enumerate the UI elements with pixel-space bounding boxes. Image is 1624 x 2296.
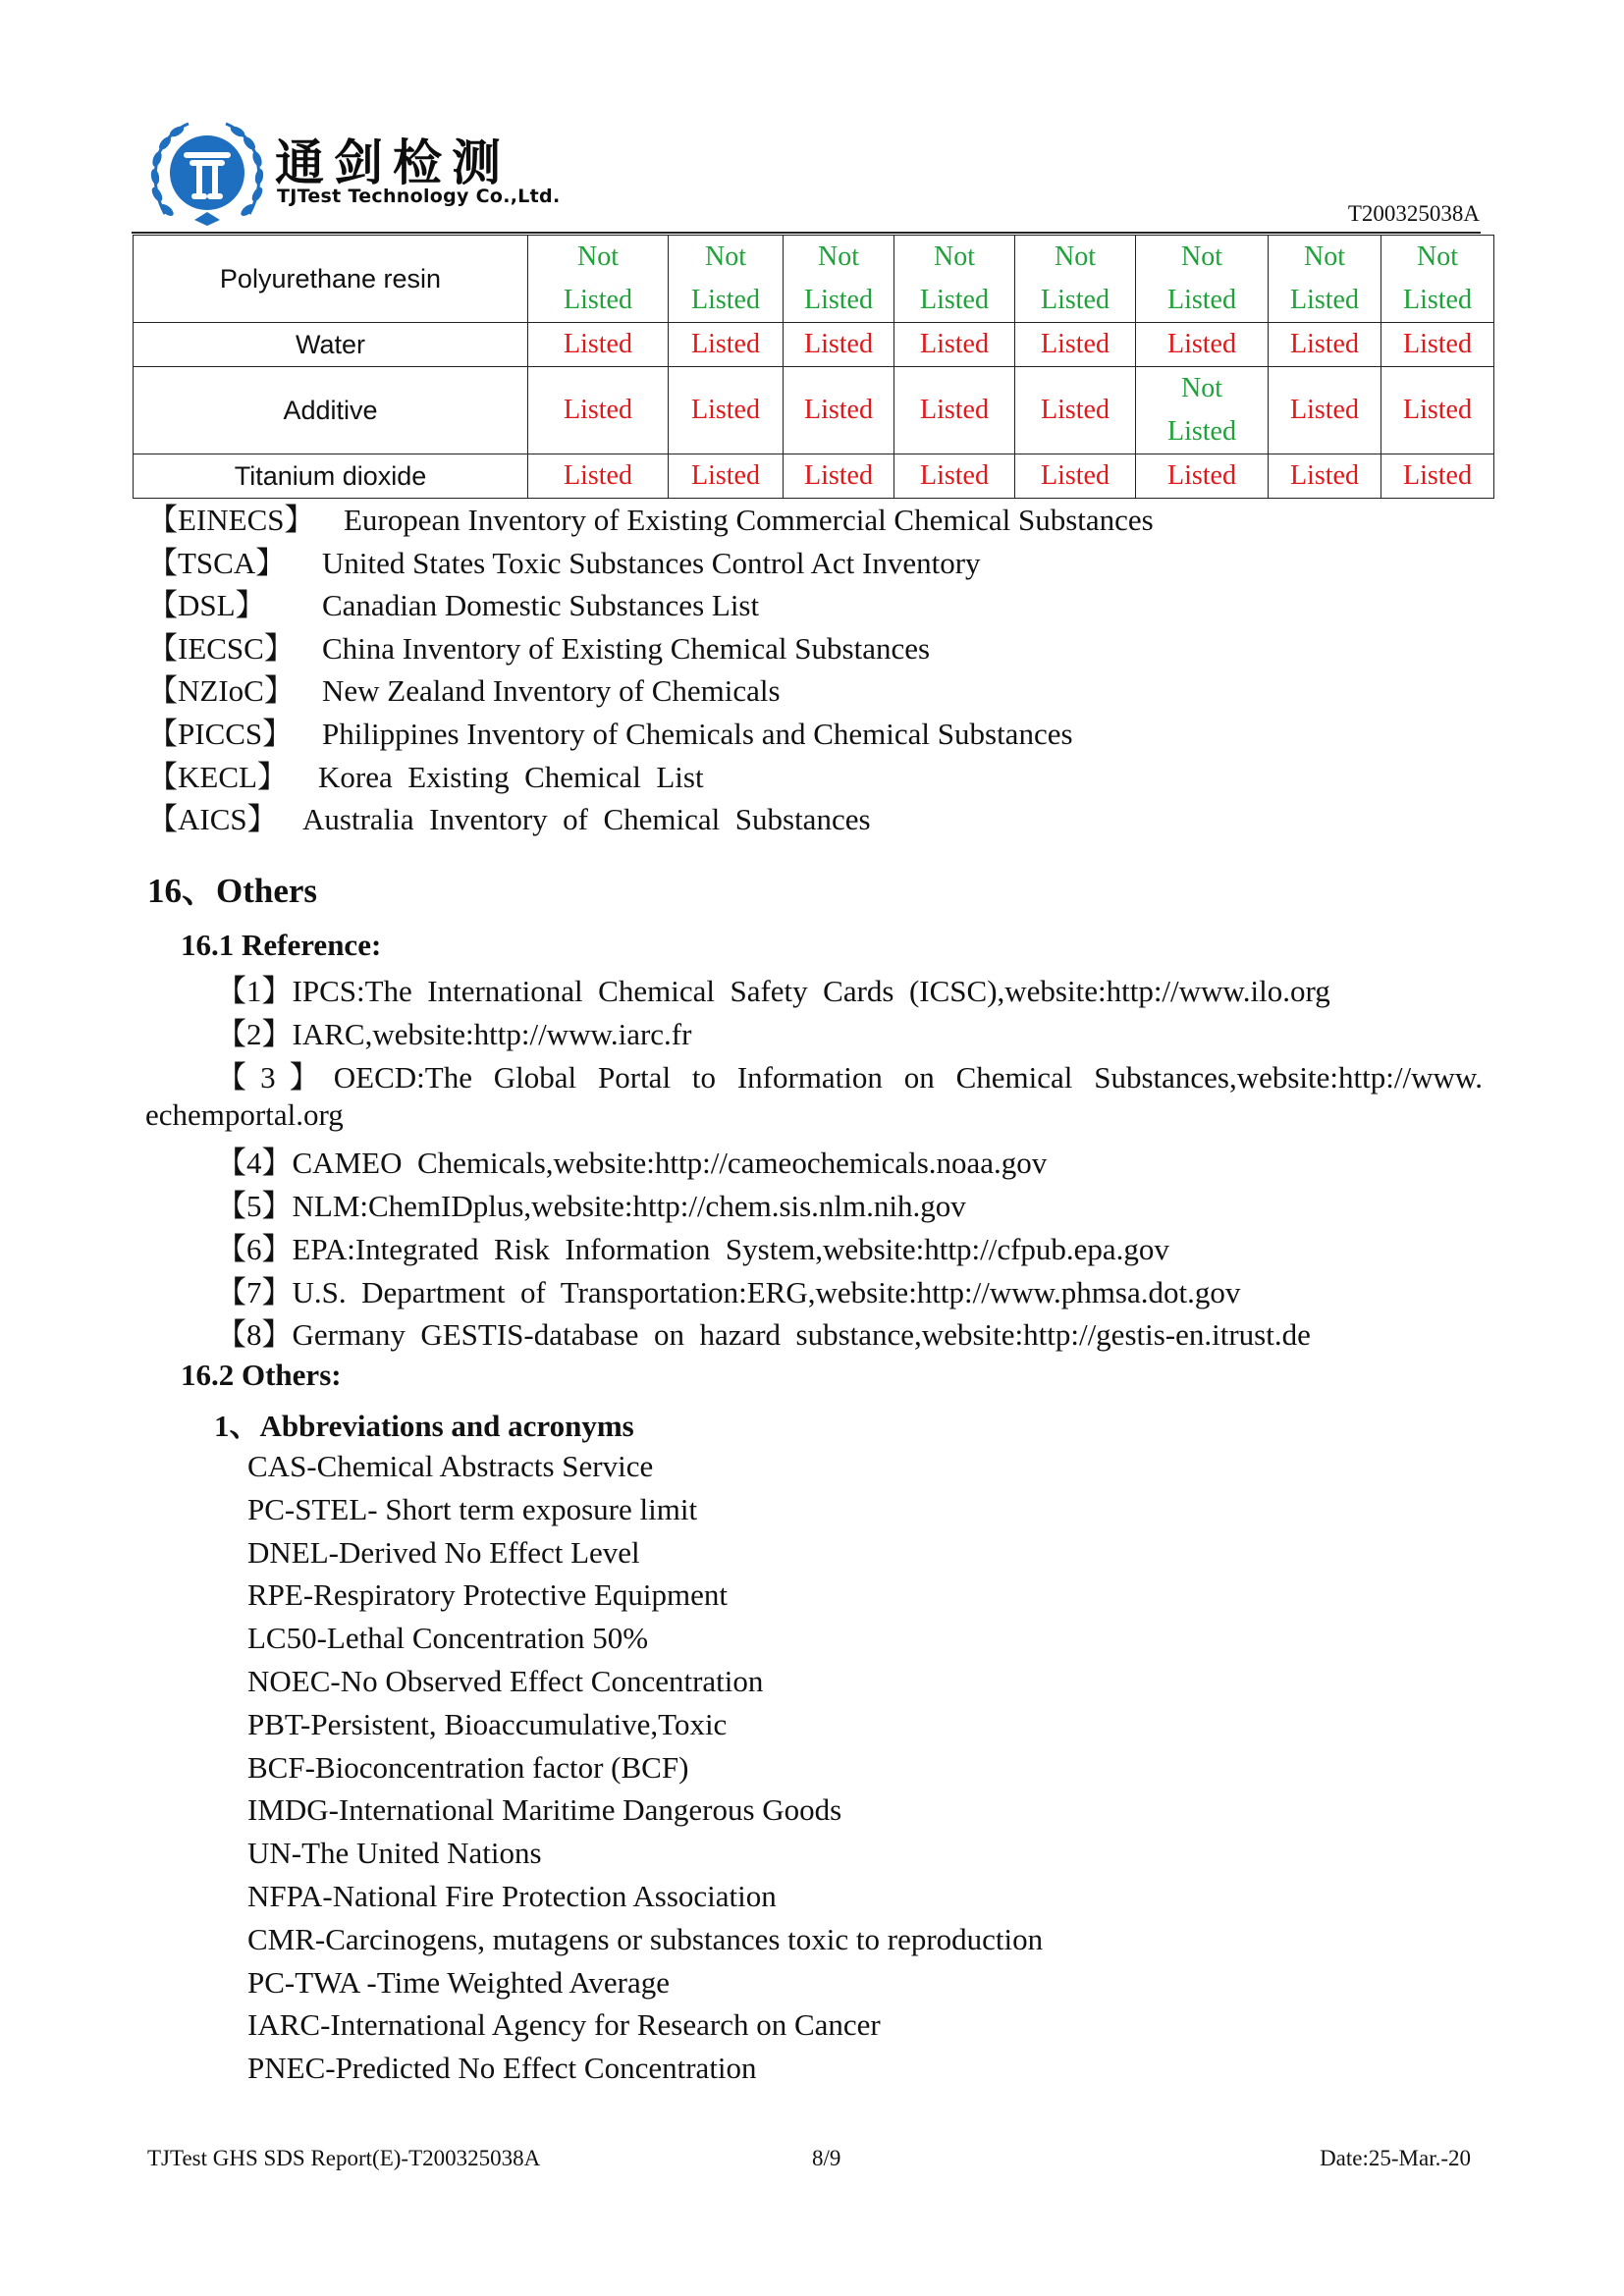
status-cell: Listed xyxy=(894,323,1015,367)
status-cell: Listed xyxy=(784,367,894,454)
reference-item: 【1】IPCS:The International Chemical Safety Cards (ICSC),website:http://www.ilo.org xyxy=(216,974,1330,1008)
status-cell: Not Listed xyxy=(1269,236,1381,323)
legend-description: New Zealand Inventory of Chemicals xyxy=(322,673,781,709)
status-cell: Not Listed xyxy=(669,236,784,323)
abbreviations-heading: 1、Abbreviations and acronyms xyxy=(214,1409,634,1443)
legend-description: European Inventory of Existing Commercial Chemical Substances xyxy=(344,503,1154,537)
substance-name: Additive xyxy=(134,367,528,454)
status-cell: Listed xyxy=(669,367,784,454)
table-row xyxy=(134,323,1494,367)
legend-abbreviation: 【KECL】 xyxy=(147,759,288,794)
status-cell: Listed xyxy=(528,323,669,367)
abbreviation-item: PC-TWA -Time Weighted Average xyxy=(247,1964,671,2000)
table-row xyxy=(134,367,1494,454)
abbreviation-item: DNEL-Derived No Effect Level xyxy=(247,1534,640,1570)
legend-abbreviation: 【EINECS】 xyxy=(147,503,315,537)
abbreviation-item: PNEC-Predicted No Effect Concentration xyxy=(247,2051,757,2086)
status-cell: Listed xyxy=(1269,323,1381,367)
status-cell: Listed xyxy=(1136,454,1269,499)
footer-page-number: 8/9 xyxy=(812,2146,841,2170)
abbreviation-item: IMDG-International Maritime Dangerous Goods xyxy=(247,1792,842,1828)
status-cell: Listed xyxy=(784,323,894,367)
page-header xyxy=(145,116,561,234)
status-cell: Not Listed xyxy=(1136,367,1269,454)
status-cell: Listed xyxy=(784,454,894,499)
substance-name: Titanium dioxide xyxy=(134,454,528,499)
legend-abbreviation: 【PICCS】 xyxy=(147,716,294,751)
reference-list xyxy=(216,970,1483,1357)
substance-name: Polyurethane resin xyxy=(134,236,528,323)
status-cell: Not Listed xyxy=(1136,236,1269,323)
abbreviation-item: NFPA-National Fire Protection Association xyxy=(247,1878,777,1913)
footer-date: Date:25-Mar.-20 xyxy=(1320,2146,1471,2170)
abbreviation-item: PC-STEL- Short term exposure limit xyxy=(247,1491,698,1526)
others-heading: 16.2 Others: xyxy=(181,1358,342,1392)
status-cell: Not Listed xyxy=(1381,236,1494,323)
reference-continuation: echemportal.org xyxy=(145,1097,344,1132)
status-cell: Listed xyxy=(1269,367,1381,454)
legend-abbreviation: 【AICS】 xyxy=(147,802,278,837)
status-cell: Listed xyxy=(528,454,669,499)
status-cell: Listed xyxy=(1015,454,1136,499)
status-cell: Listed xyxy=(1269,454,1381,499)
status-cell: Listed xyxy=(1015,323,1136,367)
status-cell: Listed xyxy=(528,367,669,454)
section-title: 16、Others xyxy=(147,872,318,910)
status-cell: Listed xyxy=(1136,323,1269,367)
legend-abbreviation: 【IECSC】 xyxy=(147,630,295,666)
legend-description: United States Toxic Substances Control Act Inventory xyxy=(322,545,981,580)
abbreviation-item: IARC-International Agency for Research on Cancer xyxy=(247,2007,881,2043)
legend-abbreviation: 【DSL】 xyxy=(147,588,266,623)
reference-item: 【8】Germany GESTIS-database on hazard substance,website:http://gestis-en.itrust.de xyxy=(216,1317,1311,1353)
reference-item: 【5】NLM:ChemIDplus,website:http://chem.sis.nlm.nih.gov xyxy=(216,1188,966,1223)
status-cell: Not Listed xyxy=(784,236,894,323)
status-cell: Not Listed xyxy=(528,236,669,323)
legend-description: Korea Existing Chemical List xyxy=(318,759,704,794)
abbreviation-item: BCF-Bioconcentration factor (BCF) xyxy=(247,1749,689,1785)
substance-name: Water xyxy=(134,323,528,367)
status-cell: Listed xyxy=(669,323,784,367)
footer-report-title: TJTest GHS SDS Report(E)-T200325038A xyxy=(147,2146,541,2170)
status-cell: Listed xyxy=(669,454,784,499)
status-cell: Listed xyxy=(894,454,1015,499)
header-divider xyxy=(132,232,1481,234)
legend-description: Philippines Inventory of Chemicals and Chemical Substances xyxy=(322,716,1073,751)
regulatory-status-table xyxy=(133,235,1494,499)
abbreviation-item: CAS-Chemical Abstracts Service xyxy=(247,1449,654,1483)
reference-item: 【3】OECD:The Global Portal to Information on Chemical Substances,website:http://www. xyxy=(216,1059,1483,1095)
status-cell: Listed xyxy=(894,367,1015,454)
abbreviation-item: PBT-Persistent, Bioaccumulative,Toxic xyxy=(247,1706,728,1741)
status-cell: Listed xyxy=(1015,367,1136,454)
abbreviation-item: NOEC-No Observed Effect Concentration xyxy=(247,1663,764,1698)
company-name-en: TJTest Technology Co.,Ltd. xyxy=(277,186,561,207)
legend-description: China Inventory of Existing Chemical Substances xyxy=(322,630,931,666)
company-name-cn: 通剑检测 xyxy=(275,134,511,191)
company-logo xyxy=(145,116,269,232)
abbreviation-list xyxy=(247,1445,1043,2090)
status-cell: Listed xyxy=(1381,367,1494,454)
reference-heading: 16.1 Reference: xyxy=(181,928,382,962)
status-cell: Listed xyxy=(1381,323,1494,367)
reference-item: 【6】EPA:Integrated Risk Information System,website:http://cfpub.epa.gov xyxy=(216,1231,1169,1266)
report-number: T200325038A xyxy=(1347,201,1480,226)
abbreviation-item: LC50-Lethal Concentration 50% xyxy=(247,1621,649,1656)
legend-description: Australia Inventory of Chemical Substances xyxy=(302,802,871,837)
reference-spacer xyxy=(216,1098,1483,1142)
legend-description: Canadian Domestic Substances List xyxy=(322,588,760,623)
reference-item: 【7】U.S. Department of Transportation:ERG,website:http://www.phmsa.dot.gov xyxy=(216,1274,1241,1309)
table-row xyxy=(134,236,1494,323)
reference-item: 【2】IARC,website:http://www.iarc.fr xyxy=(216,1016,692,1051)
status-cell: Listed xyxy=(1381,454,1494,499)
abbreviation-item: CMR-Carcinogens, mutagens or substances toxic to reproduction xyxy=(247,1921,1044,1956)
legend-abbreviation: 【NZIoC】 xyxy=(147,673,295,709)
reference-item: 【4】CAMEO Chemicals,website:http://cameochemicals.noaa.gov xyxy=(216,1146,1048,1181)
status-cell: Not Listed xyxy=(894,236,1015,323)
abbreviation-item: RPE-Respiratory Protective Equipment xyxy=(247,1577,729,1613)
status-cell: Not Listed xyxy=(1015,236,1136,323)
abbreviation-item: UN-The United Nations xyxy=(247,1836,542,1871)
legend-abbreviation: 【TSCA】 xyxy=(147,545,287,580)
table-row xyxy=(134,454,1494,499)
